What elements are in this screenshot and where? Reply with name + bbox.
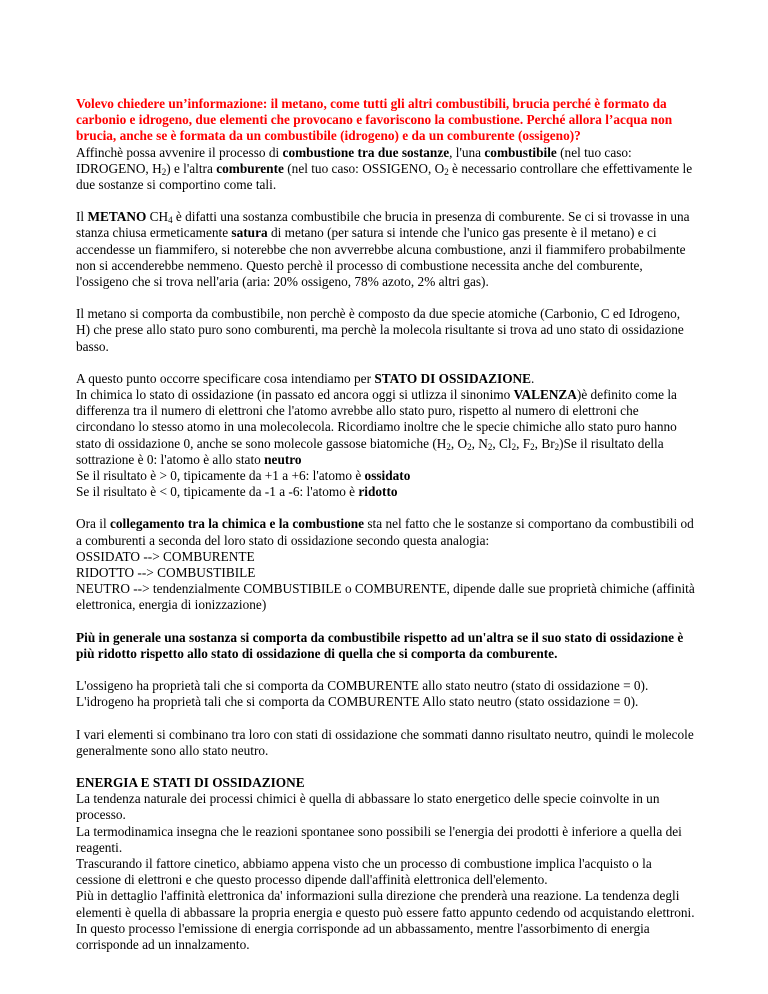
section-heading: ENERGIA E STATI DI OSSIDAZIONE: [76, 774, 305, 790]
paragraph-generale: Più in generale una sostanza si comporta da combustibile rispetto ad un'altra se il suo stato di ossidazione è più ridotto rispetto allo stato di ossidazione di quella che si comporta da comburente.: [76, 629, 684, 661]
analogy-line: RIDOTTO --> COMBUSTIBILE: [76, 565, 256, 581]
subscript: 2: [467, 441, 472, 452]
text-run: è necessario controllare che effettivamente le due sostanze si comportino come tali.: [76, 160, 693, 193]
section-energia: [76, 775, 696, 953]
text-run: è difatti una sostanza combustibile che brucia in presenza di comburente. Se ci si trovasse in una stanza chiusa ermeticamente: [76, 209, 690, 241]
subscript: 2: [554, 441, 560, 452]
subscript: 2: [161, 166, 167, 177]
text-run: , F: [516, 435, 531, 451]
section-line: Più in dettaglio l'affinità elettronica da' informazioni sulla direzione che prenderà una reazione. La tendenza degli elementi è quella di abbassare la propria energia e questo può essere fatto appunto cedendo od acquistando elettroni. In questo processo l'emissione di energia corrisponde ad un abbassamento, mentre l'assorbimento di energia corrisponde ad un innalzamento.: [76, 888, 695, 952]
subscript: 2: [487, 441, 493, 452]
section-line: La tendenza naturale dei processi chimici è quella di abbassare lo stato energetico delle specie coinvolte in un processo.: [76, 791, 660, 823]
bold-term: satura: [231, 225, 268, 241]
text-run: CH: [146, 209, 169, 225]
analogy-line: NEUTRO --> tendenzialmente COMBUSTIBILE o COMBURENTE, dipende dalle sue proprietà chimiche (affinità elettronica, energia di ionizzazione): [76, 581, 695, 613]
bold-term: collegamento tra la chimica e la combustione: [109, 516, 365, 532]
text-run: )Se il risultato della sottrazione è 0: l'atomo è allo stato: [76, 435, 664, 467]
text-run: (nel tuo caso: OSSIGENO, O: [283, 160, 445, 176]
bold-term: STATO DI OSSIDAZIONE: [374, 370, 532, 386]
analogy-line: OSSIDATO --> COMBURENTE: [76, 548, 255, 564]
text-run: , l'una: [449, 144, 485, 160]
text-run: Ora il: [76, 516, 110, 532]
section-line: Trascurando il fattore cinetico, abbiamo appena visto che un processo di combustione implica l'acquisto o la cessione di elettroni e che questo processo dipende dall'affinità elettronica dell'elemento.: [76, 855, 652, 888]
text-run: ) e l'altra: [166, 160, 217, 176]
text-run: (nel tuo caso: IDROGENO, H: [76, 144, 632, 176]
paragraph-elementi: I vari elementi si combinano tra loro con stati di ossidazione che sommati danno risultato neutro, quindi le molecole generalmente sono allo stato neutro.: [76, 726, 694, 758]
text-run: In chimica lo stato di ossidazione (in passato ed ancora oggi si utlizza il sinonimo: [76, 387, 514, 403]
paragraph-metano: [76, 209, 696, 290]
text-run: L'idrogeno ha proprietà tali che si comporta da COMBURENTE Allo stato neutro (stato ossidazione = 0).: [76, 694, 639, 710]
text-run: , N: [471, 435, 488, 451]
bold-term: neutro: [264, 451, 302, 467]
text-run: Se il risultato è > 0, tipicamente da +1 a +6: l'atomo è: [76, 468, 365, 484]
bold-term: comburente: [216, 160, 284, 176]
text-run: , Br: [534, 435, 555, 451]
paragraph-combustione: [76, 145, 696, 194]
bold-term: ossidato: [364, 468, 411, 484]
text-run: Il: [76, 209, 88, 225]
text-run: Se il risultato è < 0, tipicamente da -1 a -6: l'atomo è: [76, 484, 359, 500]
text-run: di metano (per satura si intende che l'unico gas presente è il metano) e ci accendesse un fiammifero, si noterebbe che non avverrebbe alcuna combustione, anzi il fiammifero probabilmente non si accenderebbe nemmeno. Questo perchè il processo di combustione necessita anche del comburente, l'ossigeno che si trova nell'aria (aria: 20% ossigeno, 78% azoto, 2% altri gas).: [76, 225, 686, 290]
bold-term: VALENZA: [513, 387, 577, 403]
bold-term: METANO: [87, 209, 147, 225]
section-line: La termodinamica insegna che le reazioni spontanee sono possibili se l'energia dei prodotti è inferiore a quella dei reagenti.: [76, 823, 682, 855]
bold-term: ridotto: [358, 484, 398, 500]
text-run: )è definito come la differenza tra il numero di elettroni che l'atomo avrebbe allo stato puro, rispetto al numero di elettroni che circondano lo stesso atomo in una molecolecola. Ricordiamo inoltre che le specie chimiche allo stato puro hanno stato di ossidazione 0, anche se sono molecole gassose biatomiche (H: [76, 387, 677, 451]
subscript: 4: [168, 215, 173, 226]
text-run: A questo punto occorre specificare cosa intendiamo per: [76, 370, 375, 386]
text-run: Affinchè possa avvenire il processo di: [76, 144, 283, 160]
paragraph-ossigeno-idrogeno: [76, 678, 696, 710]
bold-term: combustibile: [484, 144, 557, 160]
question-text: Volevo chiedere un’informazione: il metano, come tutti gli altri combustibili, brucia perché è formato da carbonio e idrogeno, due elementi che provocano e favoriscono la combustione. Perché allora l’acqua non brucia, anche se è formata da un combustibile (idrogeno) e da un comburente (ossigeno)?: [76, 96, 673, 144]
subscript: 2: [530, 441, 535, 452]
text-run: .: [531, 370, 535, 386]
text-run: , O: [450, 435, 468, 451]
paragraph-metano-combustibile: Il metano si comporta da combustibile, non perchè è composto da due specie atomiche (Carbonio, C ed Idrogeno, H) che prese allo stato puro sono comburenti, ma perchè la molecola risultante si trova ad uno stato di ossidazione basso.: [76, 306, 684, 354]
subscript: 2: [511, 441, 517, 452]
subscript: 2: [444, 166, 449, 177]
document-page: [76, 96, 696, 953]
bold-term: combustione tra due sostanze: [282, 144, 450, 160]
paragraph-collegamento: [76, 516, 696, 613]
paragraph-stato-ossidazione: [76, 371, 696, 501]
text-run: , Cl: [492, 435, 512, 451]
text-run: L'ossigeno ha proprietà tali che si comporta da COMBURENTE allo stato neutro (stato di ossidazione = 0).: [76, 678, 649, 694]
text-run: sta nel fatto che le sostanze si comportano da combustibili od a comburenti a seconda del loro stato di ossidazione secondo questa analogia:: [76, 516, 694, 548]
subscript: 2: [446, 441, 451, 452]
